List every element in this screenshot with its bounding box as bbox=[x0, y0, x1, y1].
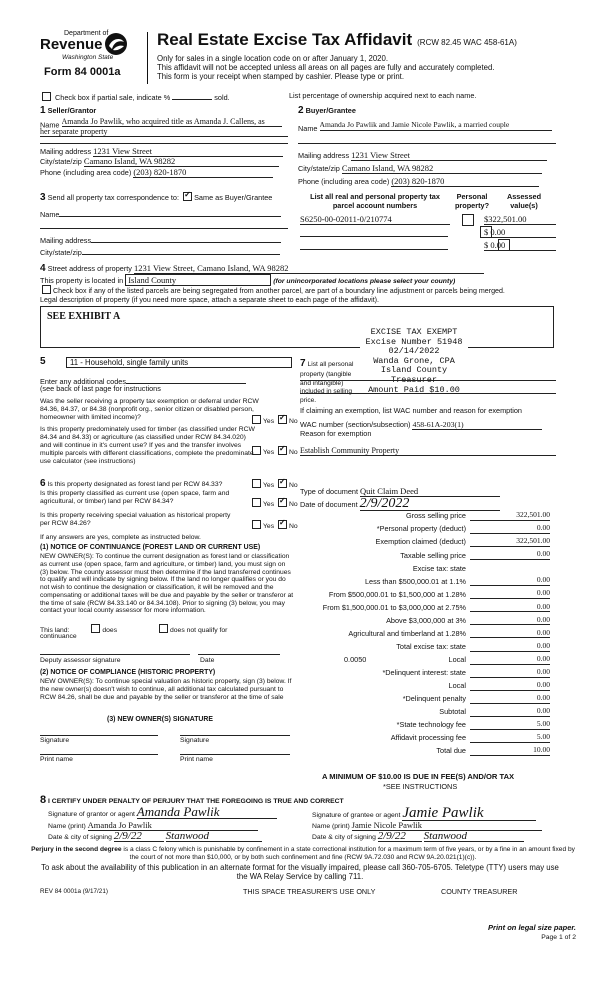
reason-label: Reason for exemption bbox=[300, 429, 372, 438]
stamp-l2: Excise Number 51948 bbox=[365, 336, 463, 347]
current-use-no-checkbox[interactable] bbox=[278, 498, 287, 507]
deputy-date-label: Date bbox=[200, 657, 215, 664]
buyer-phone-row: Phone (including area code) (203) 820-1870 bbox=[298, 176, 556, 187]
seller-phone-field[interactable]: (203) 820-1870 bbox=[133, 167, 273, 178]
street-row: 4 Street address of property 1231 View Street, Camano Island, WA 98282 bbox=[40, 263, 484, 275]
seller-city-field[interactable]: Camano Island, WA 98282 bbox=[84, 156, 279, 167]
notice1-body: NEW OWNER(S): To continue the current designation as forest land or classification as current use (open space, farm and agriculture, or timber) land, you must sign on (3) below. The county assessor must then determine if the land transferred continues to qualify and will indicate by signing below. If the land no longer qualifies or you do not wish to continue the designation or classification, it will be removed and the compensating or additional taxes will be due and payable by the seller or transferor at the time of sale (RCW 84.33.140 or 84.34.108). Prior to signing (3) below, you may contact your local county assessor for more information. bbox=[40, 553, 294, 615]
dor-logo bbox=[40, 30, 130, 82]
sec6-q1-answers: Yes ✓ No bbox=[250, 479, 298, 490]
does-qualify-checkbox[interactable] bbox=[91, 624, 100, 633]
grantee-signature[interactable]: Jamie Pawlik bbox=[402, 808, 536, 821]
calc-value[interactable]: 322,501.00 bbox=[470, 537, 550, 547]
calc-row bbox=[300, 536, 550, 548]
calc-row bbox=[300, 588, 550, 600]
calc-value[interactable]: 5.00 bbox=[470, 733, 550, 743]
assessed-value-1[interactable]: $322,501.00 bbox=[484, 214, 556, 225]
buyer-name-row: Name Amanda Jo Pawlik and Jamie Nicole Pawlik, a married couple bbox=[298, 121, 558, 134]
wac-row: WAC number (section/subsection) 458-61A-203(1) bbox=[300, 420, 542, 430]
county-treasurer-label: COUNTY TREASURER bbox=[441, 887, 518, 896]
notice2-heading: (2) NOTICE OF COMPLIANCE (HISTORIC PROPERTY) bbox=[40, 669, 216, 676]
personal-property-list-line-2[interactable] bbox=[300, 393, 556, 394]
grantee-date-field[interactable]: 2/9/22 bbox=[378, 832, 422, 842]
calc-label: Above $3,000,000 at 3% bbox=[386, 615, 466, 625]
assessed-value-3[interactable]: $ 0.00 bbox=[484, 240, 556, 251]
sec5-number: 5 bbox=[40, 356, 46, 367]
partial-sale-checkbox[interactable] bbox=[42, 92, 51, 101]
doc-date-row: Date of document 2/9/2022 bbox=[300, 498, 500, 511]
calc-row bbox=[300, 601, 550, 613]
sec7-row: 7 List all personal property (tangible and intangible) included in selling price. bbox=[300, 358, 354, 405]
same-as-buyer-checkbox[interactable] bbox=[183, 192, 192, 201]
notice2-body: NEW OWNER(S): To continue special valuation as historic property, sign (3) below. If the new owner(s) doesn't wish to continue, all additional tax calculated pursuant to RCW 84.26, shall be due and payable by the seller or transferor at the time of sale bbox=[40, 678, 292, 701]
stamp-l5: Island County Treasurer bbox=[380, 365, 448, 385]
grantee-date-row: Date & city of signing 2/9/22 Stanwood bbox=[312, 832, 524, 842]
title-text: Real Estate Excise Tax Affidavit bbox=[157, 30, 413, 49]
assessed-col-header: Assessed value(s) bbox=[506, 192, 542, 210]
calc-label: Excise tax: state bbox=[412, 563, 466, 573]
local-rate: 0.0050 bbox=[344, 654, 367, 664]
legal-description-box[interactable] bbox=[40, 306, 554, 348]
grantor-date-row: Date & city of signing 2/9/22 Stanwood bbox=[48, 832, 262, 842]
calc-row bbox=[300, 523, 550, 535]
calc-row bbox=[300, 732, 550, 744]
q2-no-checkbox[interactable] bbox=[278, 446, 287, 455]
calc-label: Local bbox=[448, 681, 466, 691]
doc-type-field[interactable]: Quit Claim Deed bbox=[360, 486, 500, 497]
calc-row bbox=[300, 549, 550, 561]
calc-label: Taxable selling price bbox=[400, 550, 466, 560]
q2-yes-checkbox[interactable] bbox=[252, 446, 261, 455]
dept-line3: Washington State bbox=[62, 54, 114, 61]
exhibit-text: SEE EXHIBIT A bbox=[47, 311, 121, 322]
corr-name-row: Name bbox=[40, 208, 288, 220]
doc-date-field[interactable]: 2/9/2022 bbox=[360, 498, 500, 511]
partial-sale-row bbox=[40, 92, 230, 103]
deputy-sig-line[interactable] bbox=[40, 654, 190, 655]
grantee-name-field[interactable]: Jamie Nicole Pawlik bbox=[352, 820, 542, 831]
calc-label: *Delinquent penalty bbox=[402, 694, 466, 704]
partial-sold-label: sold. bbox=[214, 93, 230, 102]
page-number: Page 1 of 2 bbox=[541, 934, 576, 941]
new-owner-print-label-2: Print name bbox=[180, 756, 213, 763]
calc-row bbox=[300, 693, 550, 705]
calc-row bbox=[300, 745, 550, 757]
personal-property-list-line[interactable] bbox=[300, 380, 556, 381]
q1-yes-checkbox[interactable] bbox=[252, 415, 261, 424]
wac-number-field[interactable]: 458-61A-203(1) bbox=[412, 420, 542, 430]
notice3-heading: (3) NEW OWNER(S) SIGNATURE bbox=[107, 716, 213, 723]
calc-value[interactable]: 0.00 bbox=[470, 668, 550, 678]
calc-value[interactable]: 0.00 bbox=[470, 694, 550, 704]
sec6-q3-answers: Yes ✓ No bbox=[250, 520, 298, 531]
buyer-city-field[interactable]: Camano Island, WA 98282 bbox=[342, 163, 542, 174]
calc-row bbox=[300, 575, 550, 587]
historic-yes-checkbox[interactable] bbox=[252, 520, 261, 529]
located-row: This property is located in Island County (for unincorporated locations please select your county) bbox=[40, 275, 456, 285]
ownership-pct-note: List percentage of ownership acquired next to each name. bbox=[289, 91, 477, 100]
calc-label: Affidavit processing fee bbox=[390, 733, 466, 743]
calc-label: Exemption claimed (deduct) bbox=[375, 537, 466, 547]
calc-row bbox=[300, 719, 550, 731]
calc-value[interactable]: 0.00 bbox=[470, 550, 550, 560]
sec5-q1: Was the seller receiving a property tax exemption or deferral under RCW 84.36, 84.37, or 84.38 (nonprofit org., senior citizen or disabled person, homeowner with limited income)? bbox=[40, 398, 259, 422]
sec6-q1: 6 Is this property designated as forest land per RCW 84.33? bbox=[40, 478, 223, 489]
excise-stamp bbox=[360, 328, 468, 395]
sec6-q2: Is this property classified as current use (open space, farm and agricultural, or timber) land per RCW 84.34? bbox=[40, 490, 230, 506]
see-list-note: (see back of last page for instructions bbox=[40, 384, 161, 393]
legal-size-note: Print on legal size paper. bbox=[488, 923, 576, 932]
calc-label: Less than $500,000.01 at 1.1% bbox=[364, 576, 466, 586]
correspondence-heading: 3 Send all property tax correspondence to: ✓ Same as Buyer/Grantee bbox=[40, 192, 272, 204]
grantor-signature[interactable]: Amanda Pawlik bbox=[137, 808, 277, 819]
stamp-l3: 02/14/2022 bbox=[388, 346, 440, 357]
grantor-name-row: Name (print) Amanda Jo Pawlik bbox=[48, 820, 258, 831]
calc-row bbox=[300, 654, 550, 666]
current-use-yes-checkbox[interactable] bbox=[252, 498, 261, 507]
exemption-label: If claiming an exemption, list WAC number and reason for exemption bbox=[300, 406, 522, 415]
q1-no-checkbox[interactable] bbox=[278, 415, 287, 424]
buyer-mail-row: Mailing address 1231 View Street bbox=[298, 150, 556, 161]
forest-yes-checkbox[interactable] bbox=[252, 479, 261, 488]
seller-name-field[interactable]: Amanda Jo Pawlik, who acquired title as Amanda J. Callens, as bbox=[62, 117, 282, 127]
calc-label: *State technology fee bbox=[396, 720, 466, 730]
stamp-l4: Wanda Grone, CPA bbox=[373, 355, 455, 366]
doc-type-row: Type of document Quit Claim Deed bbox=[300, 486, 500, 497]
header-sub2: This affidavit will not be accepted unless all areas on all pages are fully and accurately completed. bbox=[157, 63, 495, 72]
buyer-phone-field[interactable]: (203) 820-1870 bbox=[391, 176, 539, 187]
calc-value[interactable]: 0.00 bbox=[470, 616, 550, 626]
does-not-qualify-checkbox[interactable] bbox=[159, 624, 168, 633]
legal-desc-label: Legal description of property (if you need more space, attach a separate sheet to each page of the affidavit). bbox=[40, 296, 380, 304]
parcel-account-2[interactable] bbox=[300, 236, 448, 237]
segregate-row: Check box if any of the listed parcels are being segregated from another parcel, are part of a boundary line adjustment or parcels being merged. bbox=[40, 285, 505, 295]
grantor-sig-row: Signature of grantor or agent Amanda Pawlik bbox=[48, 808, 277, 819]
notice1-heading: (1) NOTICE OF CONTINUANCE (FOREST LAND OR CURRENT USE) bbox=[40, 544, 261, 551]
calc-value[interactable]: 0.00 bbox=[470, 524, 550, 534]
calc-row bbox=[300, 562, 550, 574]
buyer-mail-field[interactable]: 1231 View Street bbox=[351, 150, 547, 161]
reason-field[interactable]: Establish Community Property bbox=[300, 446, 556, 456]
calc-value[interactable]: 0.00 bbox=[470, 589, 550, 599]
calc-row bbox=[300, 641, 550, 653]
grantor-name-field[interactable]: Amanda Jo Pawlik bbox=[88, 820, 258, 831]
new-owner-sig-label-1: Signature bbox=[40, 737, 70, 744]
calc-value[interactable]: 0.00 bbox=[470, 655, 550, 665]
corr-mail-field[interactable] bbox=[91, 234, 281, 243]
sec6-q2-answers: Yes ✓ No bbox=[250, 498, 298, 509]
sec6-q3: Is this property receiving special valuation as historical property per RCW 84.26? bbox=[40, 512, 231, 528]
corr-name-field[interactable] bbox=[59, 208, 281, 217]
treasurer-only-label: THIS SPACE TREASURER'S USE ONLY bbox=[243, 887, 376, 896]
continuance-label: continuance bbox=[40, 633, 77, 640]
calc-label: From $500,000.01 to $1,500,000 at 1.28% bbox=[328, 589, 466, 599]
dept-line1: Department of bbox=[64, 30, 109, 37]
calc-label: Subtotal bbox=[439, 707, 466, 717]
partial-pct-field[interactable] bbox=[172, 92, 212, 100]
availability-notice: To ask about the availability of this publication in an alternate format for the visually impaired, please call 360-705-6705. Teletype (TTY) users may use the WA Relay Service by calling 711. bbox=[41, 863, 559, 881]
deputy-sig-label: Deputy assessor signature bbox=[40, 657, 121, 664]
sec5-q2: Is this property predominately used for timber (as classified under RCW 84.34 and 84.33) or agriculture (as classified under RCW 84.34.020) and will continue in it's current use? If yes and the transfer involves multiple parcels with different classifications, complete the predominate use calculator (see instructions) bbox=[40, 426, 255, 466]
title-rcw: (RCW 82.45 WAC 458-61A) bbox=[417, 38, 517, 47]
additional-codes-field[interactable] bbox=[126, 376, 246, 384]
seller-phone-row: Phone (including area code) (203) 820-1870 bbox=[40, 167, 288, 178]
wa-swirl-icon bbox=[104, 32, 128, 56]
calc-label: Total due bbox=[436, 746, 466, 756]
seller-heading: 1 Seller/Grantor bbox=[40, 105, 97, 116]
calc-value[interactable]: 0.00 bbox=[470, 603, 550, 613]
form-number: Form 84 0001a bbox=[44, 66, 121, 78]
calc-label: Agricultural and timberland at 1.28% bbox=[348, 628, 466, 638]
grantor-date-field[interactable]: 2/9/22 bbox=[114, 832, 164, 842]
partial-sale-label: Check box if partial sale, indicate % bbox=[55, 93, 171, 102]
calc-value[interactable]: 10.00 bbox=[470, 746, 550, 756]
calc-row bbox=[300, 667, 550, 679]
segregate-checkbox[interactable] bbox=[42, 285, 51, 294]
this-land-row: This land: does does not qualify for bbox=[40, 624, 227, 635]
corr-city-field[interactable] bbox=[82, 246, 280, 255]
forest-no-checkbox[interactable] bbox=[278, 479, 287, 488]
seller-name-row: Name Amanda Jo Pawlik, who acquired title as Amanda J. Callens, as bbox=[40, 117, 288, 130]
personal-property-checkbox-1[interactable] bbox=[462, 214, 474, 226]
parcel-col-header: List all real and personal property tax parcel account numbers bbox=[310, 192, 440, 210]
new-owner-print-line-2[interactable] bbox=[180, 754, 290, 755]
stamp-l6: Amount Paid $10.00 bbox=[368, 384, 460, 395]
grantee-sig-row: Signature of grantee or agent Jamie Pawlik bbox=[312, 808, 536, 821]
use-code-select[interactable]: 11 - Household, single family units bbox=[66, 357, 292, 368]
buyer-name-field[interactable]: Amanda Jo Pawlik and Jamie Nicole Pawlik, a married couple bbox=[320, 121, 552, 131]
new-owner-sig-line-2[interactable] bbox=[180, 735, 290, 736]
grantor-city-field[interactable]: Stanwood bbox=[166, 832, 262, 842]
parcel-row bbox=[300, 214, 450, 225]
calc-value[interactable]: 322,501.00 bbox=[470, 511, 550, 521]
parcel-account-3[interactable] bbox=[300, 249, 448, 250]
calc-row bbox=[300, 614, 550, 626]
buyer-heading: 2 Buyer/Grantee bbox=[298, 105, 356, 116]
dept-line2: Revenue bbox=[40, 36, 103, 53]
calc-row bbox=[300, 627, 550, 639]
calc-value[interactable]: 0.00 bbox=[470, 707, 550, 717]
corr-city-row: City/state/zip bbox=[40, 246, 288, 258]
sec5-q1-answers: Yes ✓ No bbox=[250, 415, 298, 426]
calc-value[interactable]: 0.00 bbox=[470, 681, 550, 691]
personal-col-header: Personal property? bbox=[454, 192, 490, 210]
header-sub3: This form is your receipt when stamped by cashier. Please type or print. bbox=[157, 72, 405, 81]
grantee-name-row: Name (print) Jamie Nicole Pawlik bbox=[312, 820, 542, 831]
sec6-note: If any answers are yes, complete as instructed below. bbox=[40, 534, 201, 541]
calc-label: Local bbox=[448, 654, 466, 664]
deputy-date-line[interactable] bbox=[198, 654, 280, 655]
form-title bbox=[157, 30, 517, 50]
calc-label: From $1,500,000.01 to $3,000,000 at 2.75% bbox=[322, 602, 466, 612]
new-owner-print-label-1: Print name bbox=[40, 756, 73, 763]
buyer-blank-line bbox=[298, 143, 556, 144]
calc-value[interactable]: 0.00 bbox=[470, 629, 550, 639]
additional-codes-row: Enter any additional codes bbox=[40, 376, 246, 387]
calc-row bbox=[300, 706, 550, 718]
calc-value[interactable]: 5.00 bbox=[470, 720, 550, 730]
see-instructions-note: *SEE INSTRUCTIONS bbox=[383, 782, 458, 791]
buyer-city-row: City/state/zip Camano Island, WA 98282 bbox=[298, 163, 556, 174]
seller-name-field-2[interactable]: her separate property bbox=[40, 127, 288, 137]
assessed-value-2[interactable]: $ 0.00 bbox=[484, 227, 556, 238]
street-address-field[interactable]: 1231 View Street, Camano Island, WA 98282 bbox=[134, 263, 484, 274]
calc-label: Gross selling price bbox=[405, 511, 466, 521]
corr-blank-line bbox=[40, 228, 288, 229]
seller-city-row: City/state/zip Camano Island, WA 98282 bbox=[40, 156, 288, 167]
minimum-due-note: A MINIMUM OF $10.00 IS DUE IN FEE(S) AND/OR TAX bbox=[322, 772, 515, 781]
new-owner-sig-label-2: Signature bbox=[180, 737, 210, 744]
header-divider bbox=[147, 32, 148, 84]
calc-row bbox=[300, 510, 550, 522]
calc-value[interactable]: 0.00 bbox=[470, 642, 550, 652]
new-owner-print-line-1[interactable] bbox=[40, 754, 158, 755]
calc-label: *Delinquent interest: state bbox=[382, 667, 466, 677]
calc-row bbox=[300, 680, 550, 692]
historic-no-checkbox[interactable] bbox=[278, 520, 287, 529]
revision-label: REV 84 0001a (9/17/21) bbox=[40, 888, 108, 895]
county-select[interactable]: Island County bbox=[125, 274, 271, 286]
calc-label: Total excise tax: state bbox=[396, 641, 466, 651]
grantee-city-field[interactable]: Stanwood bbox=[424, 832, 524, 842]
certify-heading: 8 I CERTIFY UNDER PENALTY OF PERJURY THAT THE FOREGOING IS TRUE AND CORRECT bbox=[40, 794, 344, 806]
seller-mail-row: Mailing address 1231 View Street bbox=[40, 146, 288, 157]
seller-blank-line bbox=[40, 143, 288, 144]
calc-value[interactable]: 0.00 bbox=[470, 576, 550, 586]
parcel-account-1[interactable]: S6250-00-02011-0/210774 bbox=[300, 214, 450, 225]
sec5-q2-answers: Yes ✓ No bbox=[250, 446, 298, 457]
corr-mail-row: Mailing address bbox=[40, 234, 288, 246]
seller-mail-field[interactable]: 1231 View Street bbox=[93, 146, 283, 157]
stamp-l1: EXCISE TAX EXEMPT bbox=[370, 327, 458, 337]
calc-label: *Personal property (deduct) bbox=[376, 524, 466, 534]
new-owner-sig-line-1[interactable] bbox=[40, 735, 158, 736]
perjury-notice: Perjury in the second degree is a class C felony which is punishable by confinement in a state correctional institution for a maximum term of five years, or by a fine in an amount fixed by the court of not more than $10,000, or by both such confinement and fine (RCW 9A.72.030 and RCW 9A.20.021(1)(c)). bbox=[31, 846, 575, 861]
header-sub1: Only for sales in a single location code on or after January 1, 2020. bbox=[157, 54, 389, 63]
